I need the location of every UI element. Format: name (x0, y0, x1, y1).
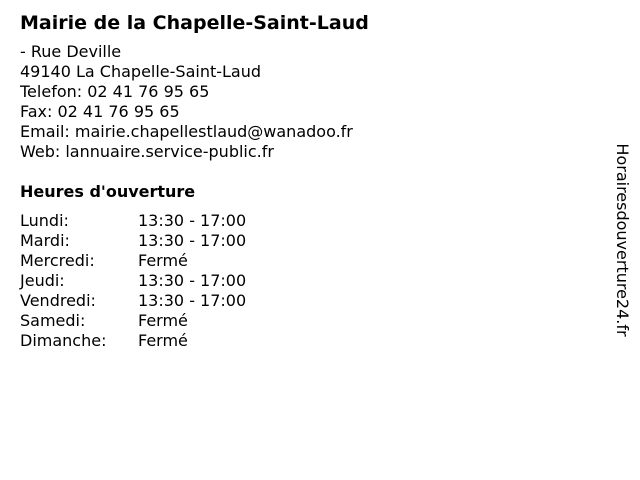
day-label: Lundi: (20, 211, 69, 230)
day-label: Mercredi: (20, 251, 95, 270)
fax-line: Fax: 02 41 76 95 65 (20, 102, 180, 121)
email-line: Email: mairie.chapellestlaud@wanadoo.fr (20, 122, 353, 141)
phone-line: Telefon: 02 41 76 95 65 (20, 82, 210, 101)
opening-hours-heading: Heures d'ouverture (20, 182, 196, 201)
day-label: Dimanche: (20, 331, 107, 350)
time-value: 13:30 - 17:00 (138, 231, 247, 250)
time-value: 13:30 - 17:00 (138, 271, 247, 290)
address-block (20, 42, 600, 162)
site-brand-vertical: Horairesdouverture24.fr (613, 143, 632, 337)
day-label: Samedi: (20, 311, 86, 330)
hours-row-tuesday (20, 231, 600, 251)
time-value: Fermé (138, 311, 188, 330)
time-value: Fermé (138, 251, 188, 270)
street-address: - Rue Deville (20, 42, 122, 61)
web-line: Web: lannuaire.service-public.fr (20, 142, 274, 161)
time-value: 13:30 - 17:00 (138, 211, 247, 230)
time-value: Fermé (138, 331, 188, 350)
day-label: Jeudi: (20, 271, 65, 290)
business-card (20, 10, 600, 351)
hours-row-friday (20, 291, 600, 311)
hours-row-monday (20, 211, 600, 231)
opening-hours-list (20, 211, 600, 351)
hours-row-saturday (20, 311, 600, 331)
day-label: Mardi: (20, 231, 70, 250)
business-name: Mairie de la Chapelle-Saint-Laud (20, 12, 369, 34)
hours-row-wednesday (20, 251, 600, 271)
hours-row-sunday (20, 331, 600, 351)
hours-row-thursday (20, 271, 600, 291)
city-address: 49140 La Chapelle-Saint-Laud (20, 62, 262, 81)
day-label: Vendredi: (20, 291, 96, 310)
time-value: 13:30 - 17:00 (138, 291, 247, 310)
